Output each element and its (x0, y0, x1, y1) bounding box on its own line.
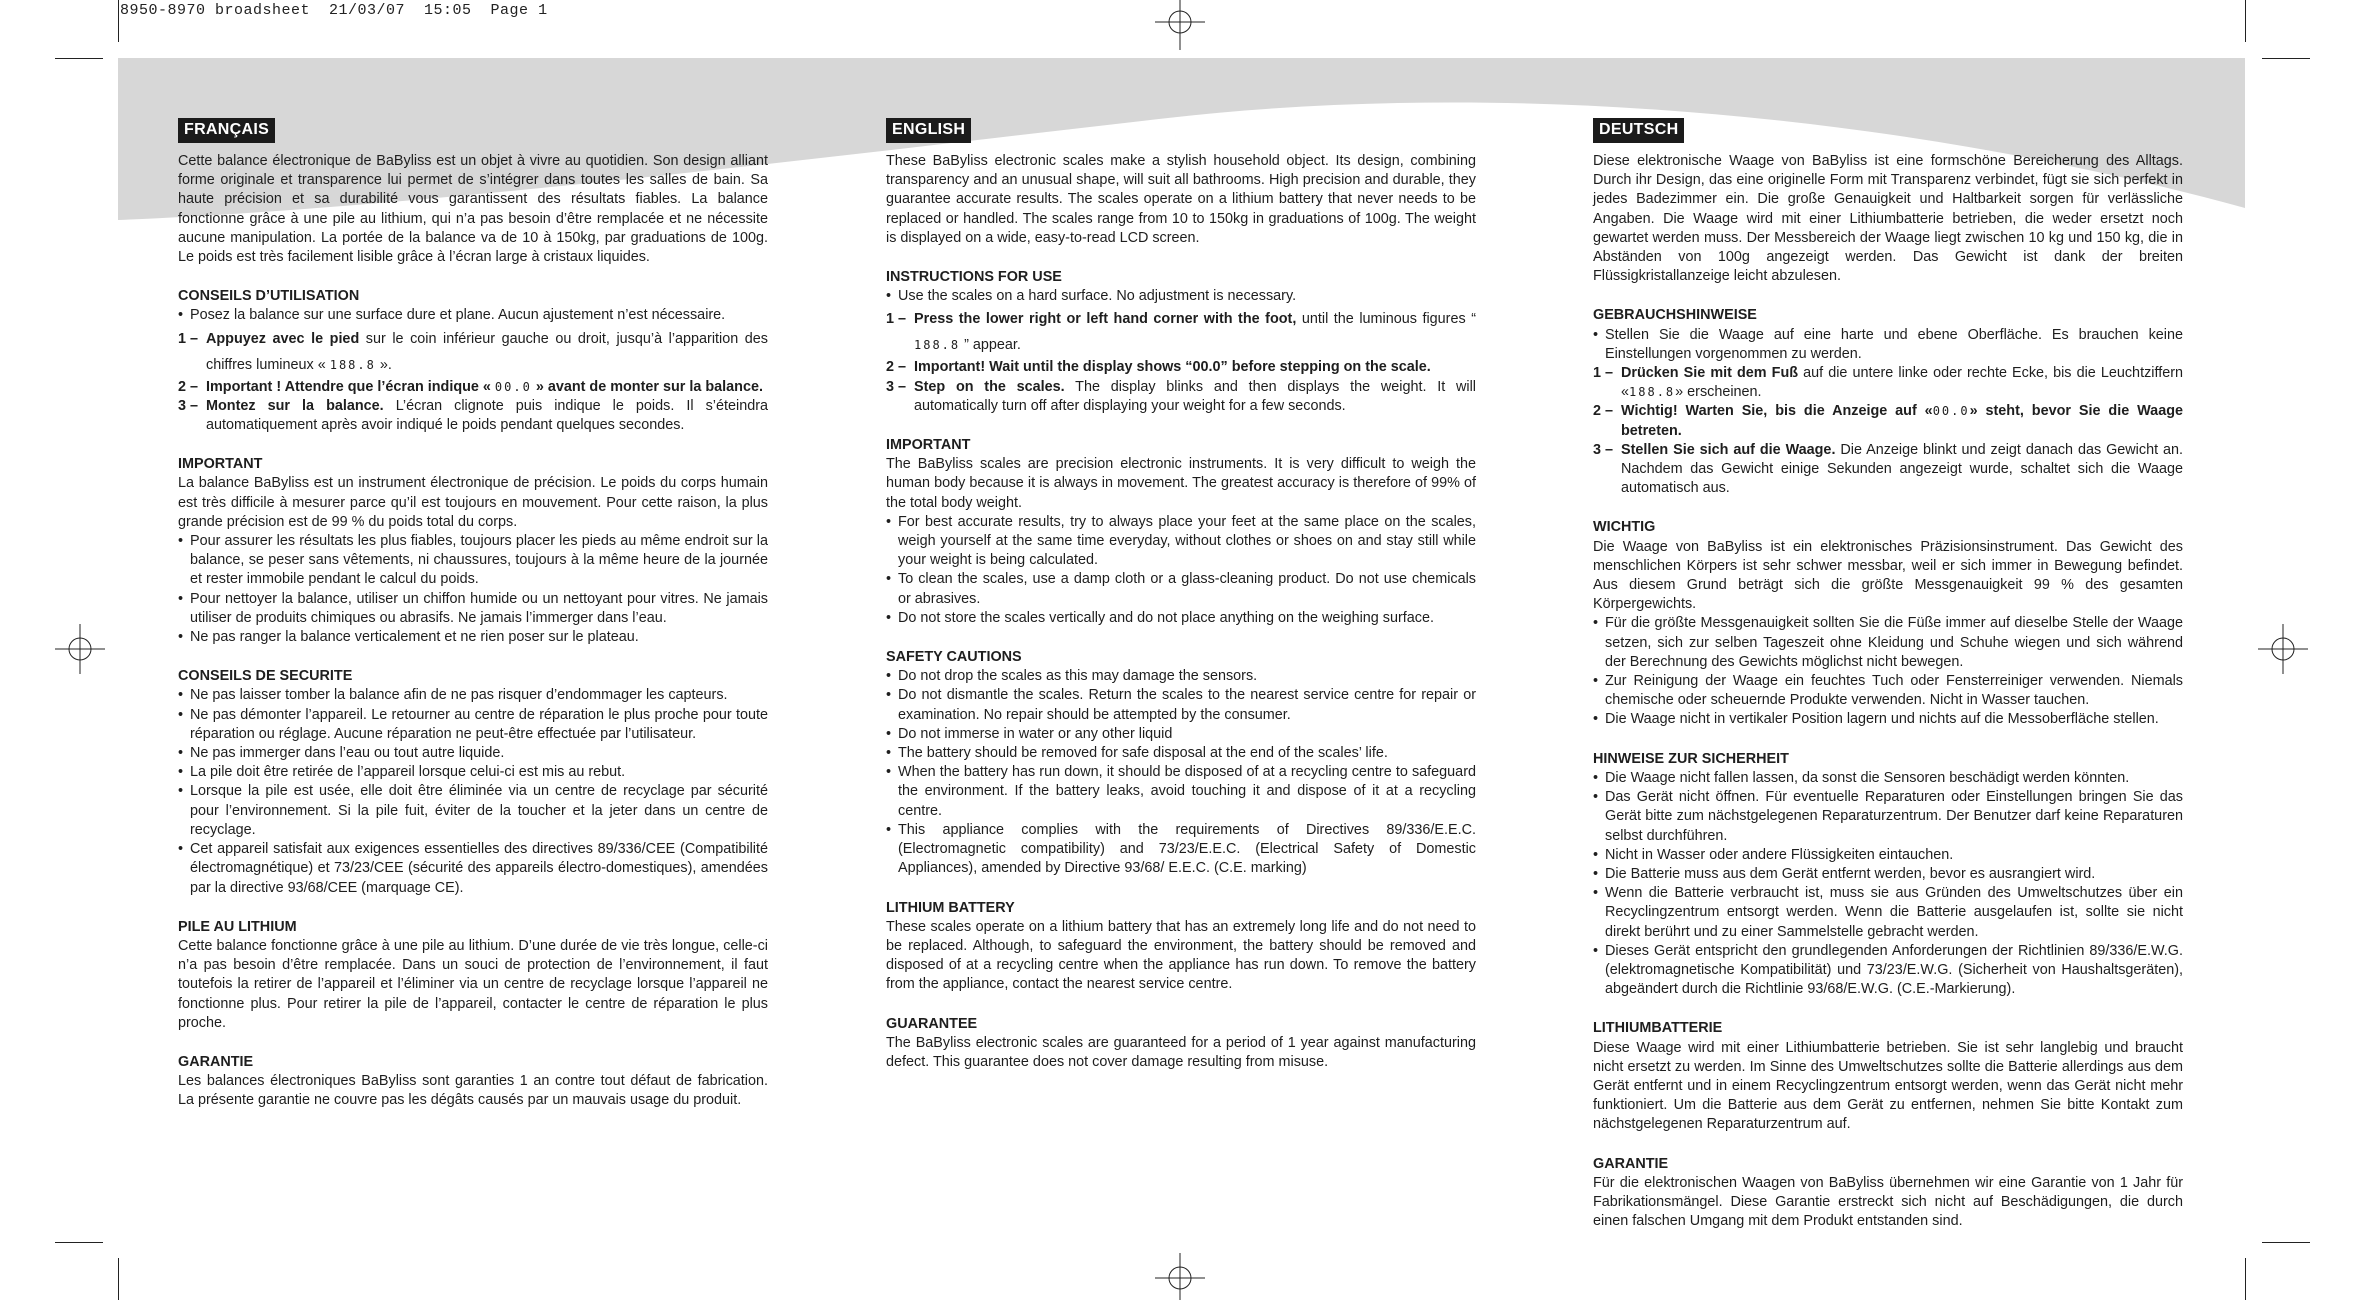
english-usage-heading: INSTRUCTIONS FOR USE (886, 269, 1062, 286)
crop-mark-tl-h (55, 58, 103, 59)
step-number: 3 – (178, 397, 199, 414)
german-usage-bullet: • Stellen Sie die Waage auf eine harte und ebene Oberfläche. Es brauchen keine Einstellungen vorgenommen zu werden. (1593, 326, 2183, 364)
list-item: • Ne pas laisser tomber la balance afin de ne pas risquer d’endommager les capteurs. (178, 686, 768, 705)
english-step-3 (886, 378, 1476, 416)
crop-mark-bl-h (55, 1242, 103, 1243)
printer-slug-line: 8950-8970 broadsheet 21/03/07 15:05 Page 1 (120, 2, 548, 19)
list-item: • Nicht in Wasser oder andere Flüssigkeiten eintauchen. (1593, 846, 2183, 865)
lcd-digits: 00.0 (1932, 404, 1970, 419)
step-bold: Montez sur la balance. (206, 397, 384, 414)
crop-mark-bl-v (118, 1258, 119, 1300)
step-text: L’écran clignote puis indique le poids. Il s’éteindra automatiquement après avoir indiqué le poids pendant quelques secondes. (206, 397, 768, 434)
french-lithium-text: Cette balance fonctionne grâce à une pile au lithium. D’une durée de vie très longue, celle-ci n’a pas besoin d’être remplacée. Dans un souci de protection de l’environnement, il faut toutefois la retirer de l’appareil et l’éliminer via un centre de recyclage lorsque l’appareil ne fonctionne plus. Pour retirer la pile de l’appareil, contacter le centre de réparation le plus proche. (178, 937, 768, 1031)
french-usage-heading: CONSEILS D’UTILISATION (178, 288, 360, 305)
registration-mark-bottom (1155, 1253, 1205, 1300)
step-bold: Step on the scales. (914, 378, 1065, 395)
lcd-digits: 188.8 (1629, 385, 1676, 400)
step-end: » erscheinen. (1675, 384, 1762, 401)
list-item: • For best accurate results, try to always place your feet at the same place on the scales, weigh yourself at the same time everyday, without clothes or shoes on and stay still while your weight is being calculated. (886, 513, 1476, 571)
step-end: ” appear. (964, 337, 1021, 354)
german-safety-heading: HINWEISE ZUR SICHERHEIT (1593, 750, 1789, 767)
english-important-heading: IMPORTANT (886, 437, 971, 454)
german-step-2 (1593, 402, 2183, 440)
list-item: • The battery should be removed for safe disposal at the end of the scales’ life. (886, 744, 1476, 763)
list-item: • Für die größte Messgenauigkeit sollten Sie die Füße immer auf dieselbe Stelle der Waage setzen, sich zur selben Tageszeit ohne Kleidung und Schuhe wiegen und sich während der Berechnung des Gewichts möglichst nicht bewegen. (1593, 614, 2183, 672)
german-lithium-heading: LITHIUMBATTERIE (1593, 1020, 1723, 1037)
list-item: • Das Gerät nicht öffnen. Für eventuelle Reparaturen oder Einstellungen bringen Sie das Gerät bitte zum nächstgelegenen Reparaturzentrum. Der Benutzer darf keine Reparaturen selbst durchführen. (1593, 788, 2183, 846)
step-number: 2 – (886, 359, 907, 376)
crop-mark-tl-v (118, 0, 119, 42)
german-intro: Diese elektronische Waage von BaByliss ist eine formschöne Bereicherung des Alltags. Durch ihr Design, das eine originelle Form mit Transparenz verbindet, fügt sie sich perfekt in jedes Badezimmer ein. Die große Genauigkeit und Haltbarkeit sorgen für verlässliche Angaben. Die Waage wird mit einer Lithiumbatterie betrieben, die weder ersetzt noch gewartet werden muss. Der Messbereich der Waage liegt zwischen 10 kg und 150 kg, die in Abständen von 100g angezeigt werden. Das Gewicht ist dank der breiten Flüssigkristallanzeige leicht abzulesen. (1593, 153, 2183, 285)
french-language-tab: FRANÇAIS (178, 118, 275, 143)
list-item: • Do not drop the scales as this may damage the sensors. (886, 667, 1476, 686)
step-bold-end: » avant de monter sur la balance. (535, 378, 763, 395)
list-item: • Die Waage nicht fallen lassen, da sonst die Sensoren beschädigt werden könnten. (1593, 769, 2183, 788)
step-number: 2 – (1593, 403, 1614, 420)
french-step-2 (178, 378, 768, 397)
english-guarantee-text: The BaByliss electronic scales are guaranteed for a period of 1 year against manufacturing defect. This guarantee does not cover damage resulting from misuse. (886, 1034, 1476, 1070)
list-item: • Pour nettoyer la balance, utiliser un chiffon humide ou un nettoyant pour vitres. Ne jamais utiliser de produits chimiques ou abrasifs. Ne jamais l’immerger dans l’eau. (178, 590, 768, 628)
english-lithium-text: These scales operate on a lithium battery that has an extremely long life and do not need to be replaced. Although, to safeguard the environment, the battery should be removed and disposed of at a recycling centre when the appliance has run down. To remove the battery from the appliance, contact the nearest service centre. (886, 918, 1476, 993)
german-language-tab: DEUTSCH (1593, 118, 1684, 143)
step-number: 3 – (1593, 441, 1614, 458)
list-item: • Ne pas ranger la balance verticalement et ne rien poser sur le plateau. (178, 628, 768, 647)
registration-mark-right (2258, 624, 2308, 674)
french-important-text: La balance BaByliss est un instrument électronique de précision. Le poids du corps humain est très difficile à mesurer parce qu’il est toujours en mouvement. Pour cette raison, la plus grande précision est de 99 % du poids total du corps. (178, 475, 768, 530)
french-step-3 (178, 397, 768, 435)
german-important-heading: WICHTIG (1593, 519, 1656, 536)
step-text: Die Anzeige blinkt und zeigt danach das Gewicht an. Nachdem das Gewicht einige Sekunden angezeigt wurde, schaltet sich die Waage automatisch aus. (1621, 441, 2184, 497)
german-step-1 (1593, 364, 2183, 402)
german-guarantee-heading: GARANTIE (1593, 1155, 1669, 1172)
step-text: auf die untere linke oder rechte Ecke, bis die Leuchtziffern « (1621, 365, 2183, 401)
registration-mark-left (55, 624, 105, 674)
list-item: • Pour assurer les résultats les plus fiables, toujours placer les pieds au même endroit sur la balance, se peser sans vêtements, ni chaussures, toujours à la même heure de la journée et rester immobile pendant le calcul du poids. (178, 532, 768, 590)
crop-mark-tr-h (2262, 58, 2310, 59)
german-important-text: Die Waage von BaByliss ist ein elektronisches Präzisionsinstrument. Das Gewicht des menschlichen Körpers ist sehr schwer messbar, weil er sich immer in Bewegung befindet. Aus diesem Grund beträgt sich die größte Messgenauigkeit 99 % des gesamten Körpergewichts. (1593, 538, 2183, 613)
step-text: until the luminous figures “ (1296, 311, 1476, 328)
french-usage-bullet: • Posez la balance sur une surface dure et plane. Aucun ajustement n’est nécessaire. (178, 306, 768, 325)
step-bold: Press the lower right or left hand corner with the foot, (914, 311, 1297, 328)
german-column (1593, 118, 2183, 1231)
crop-mark-br-h (2262, 1242, 2310, 1243)
crop-mark-br-v (2245, 1258, 2246, 1300)
german-guarantee-text: Für die elektronischen Waagen von BaByliss übernehmen wir eine Garantie von 1 Jahr für Fabrikationsmängel. Diese Garantie erstreckt sich nicht auf Beschädigungen, die durch einen falschen Umgang mit dem Produkt entstanden sind. (1593, 1174, 2183, 1230)
step-bold: Drücken Sie mit dem Fuß (1621, 365, 1799, 382)
step-number: 1 – (178, 330, 199, 347)
list-item: • Ne pas immerger dans l’eau ou tout autre liquide. (178, 744, 768, 763)
french-intro: Cette balance électronique de BaByliss est un objet à vivre au quotidien. Son design alliant forme originale et transparence lui permet de s’intégrer dans toutes les salles de bain. Sa haute précision et sa durabilité vous garantissent des résultats fiables. La balance fonctionne grâce à une pile au lithium, qui n’a pas besoin d’être remplacée et ne nécessite aucune manipulation. La portée de la balance va de 10 à 150kg, par graduations de 100g. Le poids est très facilement lisible grâce à l’écran large à cristaux liquides. (178, 153, 768, 266)
list-item: • Ne pas démonter l’appareil. Le retourner au centre de réparation le plus proche pour toute réparation ou réglage. Aucune réparation ne peut-être effectuée par l’utilisateur. (178, 706, 768, 744)
english-column (886, 118, 1476, 1072)
english-language-tab: ENGLISH (886, 118, 971, 143)
registration-mark-top (1155, 0, 1205, 50)
step-number: 1 – (886, 311, 907, 328)
step-bold: Important ! Attendre que l’écran indique « (206, 378, 491, 395)
step-bold-end: » steht, bevor Sie die Waage betreten. (1621, 403, 2183, 439)
list-item: • Do not dismantle the scales. Return the scales to the nearest service centre for repair or examination. No repair should be attempted by the consumer. (886, 686, 1476, 724)
lcd-digits: 188.8 (329, 357, 376, 372)
step-number: 3 – (886, 378, 907, 395)
french-guarantee-text: Les balances électroniques BaByliss sont garanties 1 an contre tout défaut de fabrication. La présente garantie ne couvre pas les dégâts causés par un mauvais usage du produit. (178, 1073, 768, 1109)
english-intro: These BaByliss electronic scales make a stylish household object. Its design, combining transparency and an unusual shape, will suit all bathrooms. High precision and durable, they guarantee accurate results. The scales operate on a lithium battery that never needs to be replaced or handled. The scales range from 10 to 150kg in graduations of 100g. The weight is displayed on a wide, easy-to-read LCD screen. (886, 153, 1476, 246)
english-guarantee-heading: GUARANTEE (886, 1015, 978, 1032)
english-important-text: The BaByliss scales are precision electronic instruments. It is very difficult to weigh the human body because it is always in movement. The greatest accuracy is therefore of 99% of the total body weight. (886, 456, 1476, 511)
list-item: • Die Waage nicht in vertikaler Position lagern und nichts auf die Messoberfläche stellen. (1593, 710, 2183, 729)
step-bold: Wichtig! Warten Sie, bis die Anzeige auf « (1621, 403, 1933, 420)
french-important-heading: IMPORTANT (178, 456, 263, 473)
list-item: • Dieses Gerät entspricht den grundlegenden Anforderungen der Richtlinien 89/336/E.W.G. (elektromagnetische Kompatibilität) und 73/23/E.W.G. (Sicherheit von Haushaltsgeräten), abgeändert durch die Richtlinie 93/68/E.W.G. (C.E.-Markierung). (1593, 942, 2183, 1000)
list-item: • Die Batterie muss aus dem Gerät entfernt werden, bevor es ausrangiert wird. (1593, 865, 2183, 884)
list-item: • Do not immerse in water or any other liquid (886, 725, 1476, 744)
french-column (178, 118, 768, 1111)
german-lithium-text: Diese Waage wird mit einer Lithiumbatterie betrieben. Sie ist sehr langlebig und braucht nicht ersetzt zu werden. Im Sinne des Umweltschutzes sollte die Batterie allerdings aus dem Gerät entfernt und in einem Recyclingzentrum entsorgt werden, wenn das Gerät nicht mehr funktioniert. Um die Batterie aus dem Gerät zu entfernen, nehmen Sie bitte Kontakt zum nächstgelegenen Reparaturzentrum auf. (1593, 1039, 2183, 1133)
list-item: • La pile doit être retirée de l’appareil lorsque celui-ci est mis au rebut. (178, 763, 768, 782)
french-step-1 (178, 326, 768, 378)
english-step-2 (886, 358, 1476, 377)
step-text: The display blinks and then displays the weight. It will automatically turn off after displaying your weight for a few seconds. (914, 378, 1476, 414)
list-item: • Zur Reinigung der Waage ein feuchtes Tuch oder Fensterreiniger verwenden. Niemals chemische oder scheuernde Produkte verwenden. Nicht in Wasser tauchen. (1593, 672, 2183, 710)
english-usage-bullet: • Use the scales on a hard surface. No adjustment is necessary. (886, 287, 1476, 306)
list-item: • To clean the scales, use a damp cloth or a glass-cleaning product. Do not use chemicals or abrasives. (886, 570, 1476, 608)
list-item: • Cet appareil satisfait aux exigences essentielles des directives 89/336/CEE (Compatibilité électromagnétique) et 73/23/CEE (sécurité des appareils électro-domestiques), amendées par la directive 93/68/CEE (marquage CE). (178, 840, 768, 898)
english-lithium-heading: LITHIUM BATTERY (886, 899, 1015, 916)
step-bold: Important! Wait until the display shows “00.0” before stepping on the scale. (914, 359, 1431, 376)
step-bold: Appuyez avec le pied (206, 330, 360, 347)
step-number: 1 – (1593, 365, 1614, 382)
english-safety-heading: SAFETY CAUTIONS (886, 649, 1022, 666)
list-item: • When the battery has run down, it should be disposed of at a recycling centre to safeguard the environment. If the battery leaks, avoid touching it and dispose of it at a recycling centre. (886, 763, 1476, 821)
french-lithium-heading: PILE AU LITHIUM (178, 918, 297, 935)
list-item: • Do not store the scales vertically and do not place anything on the weighing surface. (886, 609, 1476, 628)
french-guarantee-heading: GARANTIE (178, 1053, 254, 1070)
crop-mark-tr-v (2245, 0, 2246, 42)
english-step-1 (886, 306, 1476, 358)
list-item: • Lorsque la pile est usée, elle doit être éliminée via un centre de recyclage par sécurité pour l’environnement. Si la pile fuit, éviter de la toucher et la jeter dans un centre de recyclage. (178, 782, 768, 840)
step-text: sur le coin inférieur gauche ou droit, jusqu’à l’apparition des chiffres lumineux « (206, 330, 768, 373)
step-number: 2 – (178, 378, 199, 395)
list-item: • This appliance complies with the requirements of Directives 89/336/E.E.C. (Electromagnetic compatibility) and 73/23/E.E.C. (Electrical Safety of Domestic Appliances), amended by Directive 93/68/ E.E.C. (C.E. marking) (886, 821, 1476, 879)
german-step-3 (1593, 441, 2183, 499)
step-bold: Stellen Sie sich auf die Waage. (1621, 441, 1836, 458)
french-safety-heading: CONSEILS DE SECURITE (178, 668, 353, 685)
step-end: ». (379, 356, 392, 373)
lcd-digits: 188.8 (914, 338, 961, 353)
german-usage-heading: GEBRAUCHSHINWEISE (1593, 307, 1757, 324)
list-item: • Wenn die Batterie verbraucht ist, muss sie aus Gründen des Umweltschutzes über ein Recyclingzentrum entsorgt werden. Wenn die Batterie ausgelaufen ist, sollte sie nicht direkt berührt und zu einer Sammelstelle gebracht werden. (1593, 884, 2183, 942)
lcd-digits: 00.0 (494, 379, 532, 394)
